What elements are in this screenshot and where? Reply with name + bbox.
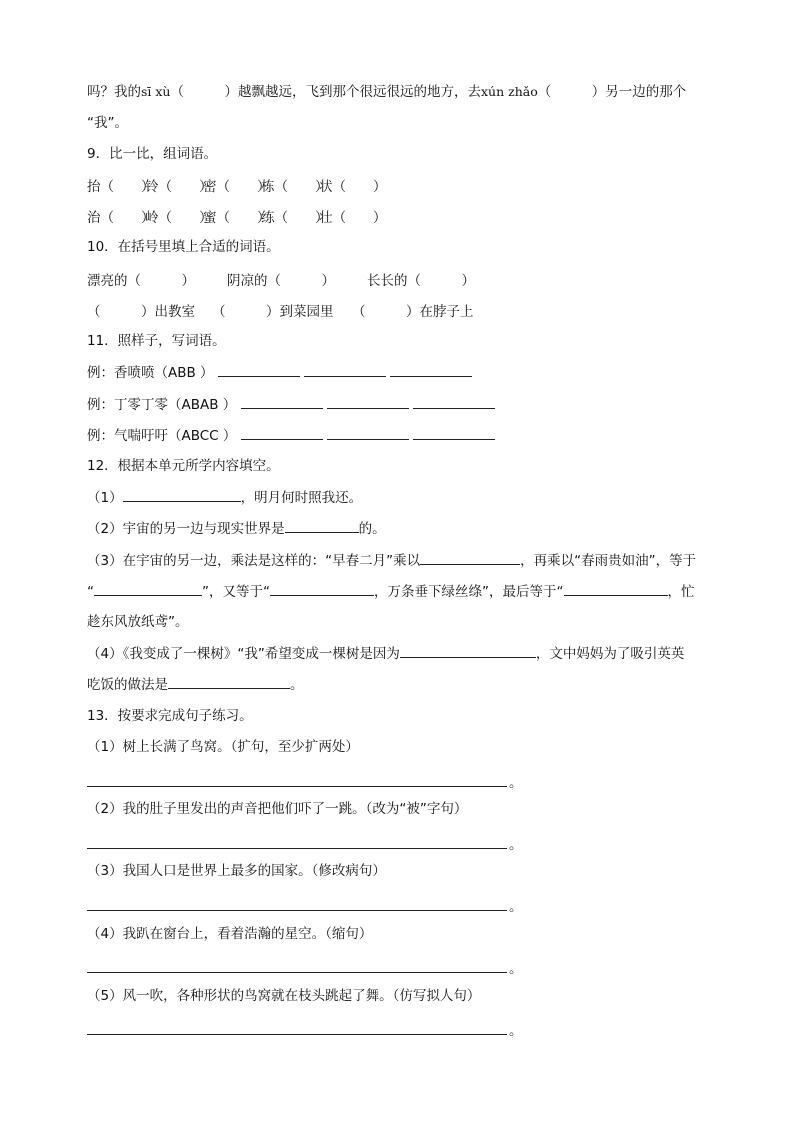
q9-cell: 岭（ ） — [145, 210, 213, 226]
q10-row-2 — [87, 300, 492, 320]
q11-example-1 — [87, 362, 472, 383]
q8-line-2: “我”。 — [87, 115, 128, 131]
q12-text: “ — [87, 584, 94, 600]
pinyin-xunzhao: xún zhǎo — [481, 84, 538, 99]
answer-blank[interactable] — [327, 425, 409, 440]
q9-row-1 — [87, 175, 387, 195]
q11-example-label: 例：香喷喷（ABB ） — [87, 365, 214, 381]
q13-item-3: （3）我国人口是世界上最多的国家。（修改病句） — [87, 863, 386, 879]
q12-text: ，万条垂下绿丝绦”，最后等于“ — [374, 584, 564, 600]
q10-item: （ ）到菜园里 — [212, 304, 334, 320]
q10-item: （ ）出教室 — [87, 304, 195, 320]
q12-text: ”，又等于“ — [202, 584, 270, 600]
q13-item-4: （4）我趴在窗台上，看着浩瀚的星空。（缩句） — [87, 926, 373, 942]
q12-text: 吃饭的做法是 — [87, 677, 168, 693]
q8-text-3: （ ）另一边的那个 — [537, 84, 687, 100]
q12-title: 12．根据本单元所学内容填空。 — [87, 458, 280, 474]
q10-item: 长长的（ ） — [367, 273, 475, 289]
q11-example-label: 例：气喘吁吁（ABCC ） — [87, 428, 237, 444]
q8-text-1: 吗？我的 — [87, 84, 141, 100]
q10-title: 10．在括号里填上合适的词语。 — [87, 239, 280, 255]
q11-example-3 — [87, 425, 495, 446]
q9-cell: 抬（ ） — [87, 179, 155, 195]
q12-text: （3）在宇宙的另一边，乘法是这样的：“早春二月”乘以 — [87, 553, 421, 569]
answer-blank[interactable] — [413, 425, 495, 440]
answer-blank[interactable] — [168, 674, 290, 689]
q12-item-4-line-1 — [87, 643, 684, 664]
q11-example-label: 例：丁零丁零（ABAB ） — [87, 397, 237, 413]
q10-item: （ ）在脖子上 — [352, 304, 474, 320]
answer-blank[interactable] — [304, 362, 386, 377]
q11-example-2 — [87, 394, 495, 415]
end-mark: 。 — [509, 837, 523, 853]
end-mark: 。 — [509, 961, 523, 977]
q8-text-2: （ ）越飘越远，飞到那个很远很远的地方，去 — [170, 84, 481, 100]
q9-cell: 密（ ） — [203, 179, 271, 195]
q9-cell: 治（ ） — [87, 210, 155, 226]
answer-blank[interactable] — [285, 518, 359, 533]
end-mark: 。 — [509, 899, 523, 915]
answer-line[interactable] — [87, 848, 507, 849]
q12-text: 的。 — [358, 521, 386, 537]
end-mark: 。 — [509, 775, 523, 791]
q12-item-1 — [87, 487, 362, 508]
q12-item-4-line-2 — [87, 674, 304, 695]
q12-text: （4）《我变成了一棵树》“我”希望变成一棵树是因为 — [87, 646, 400, 662]
q8-line-1 — [87, 82, 686, 102]
q12-text: ，再乘以“春雨贵如油”，等于 — [520, 553, 697, 569]
answer-blank[interactable] — [420, 550, 520, 565]
q12-text: 。 — [290, 677, 304, 693]
q10-row-1 — [87, 269, 507, 289]
q13-item-1: （1）树上长满了鸟窝。（扩句，至少扩两处） — [87, 739, 359, 755]
q13-item-2: （2）我的肚子里发出的声音把他们吓了一跳。（改为“被”字句） — [87, 801, 468, 817]
answer-blank[interactable] — [327, 394, 409, 409]
answer-line[interactable] — [87, 786, 507, 787]
q9-cell: 栋（ ） — [261, 179, 329, 195]
q13-item-5: （5）风一吹，各种形状的鸟窝就在枝头跳起了舞。（仿写拟人句） — [87, 988, 481, 1004]
answer-blank[interactable] — [400, 643, 536, 658]
q9-title: 9．比一比，组词语。 — [87, 146, 218, 162]
end-mark: 。 — [509, 1023, 523, 1039]
q9-cell: 蜜（ ） — [203, 210, 271, 226]
answer-blank[interactable] — [123, 487, 241, 502]
q9-cell: 壮（ ） — [319, 210, 387, 226]
answer-blank[interactable] — [218, 362, 300, 377]
answer-blank[interactable] — [564, 581, 668, 596]
q9-cell: 铃（ ） — [145, 179, 213, 195]
answer-blank[interactable] — [241, 425, 323, 440]
q12-text: ，明月何时照我还。 — [240, 490, 363, 506]
q12-text: ，文中妈妈为了吸引英英 — [535, 646, 685, 662]
q13-title: 13．按要求完成句子练习。 — [87, 708, 253, 724]
q12-text: （2）宇宙的另一边与现实世界是 — [87, 521, 285, 537]
q10-item: 阴凉的（ ） — [227, 273, 335, 289]
q10-item: 漂亮的（ ） — [87, 273, 195, 289]
q12-item-2 — [87, 518, 386, 539]
q12-item-3-line-3: 趁东风放纸鸢”。 — [87, 614, 189, 630]
answer-line[interactable] — [87, 910, 507, 911]
q9-row-2 — [87, 206, 387, 226]
answer-line[interactable] — [87, 1034, 507, 1035]
answer-blank[interactable] — [413, 394, 495, 409]
pinyin-sixu: sī xù — [141, 84, 171, 99]
q9-cell: 状（ ） — [319, 179, 387, 195]
q12-text: ，忙 — [667, 584, 695, 600]
q11-title: 11．照样子，写词语。 — [87, 333, 226, 349]
q12-text: （1） — [87, 490, 123, 506]
q12-item-3-line-2 — [87, 581, 695, 602]
q9-cell: 练（ ） — [261, 210, 329, 226]
answer-blank[interactable] — [390, 362, 472, 377]
answer-blank[interactable] — [270, 581, 374, 596]
answer-blank[interactable] — [94, 581, 202, 596]
answer-line[interactable] — [87, 972, 507, 973]
answer-blank[interactable] — [241, 394, 323, 409]
q12-item-3-line-1 — [87, 550, 696, 571]
